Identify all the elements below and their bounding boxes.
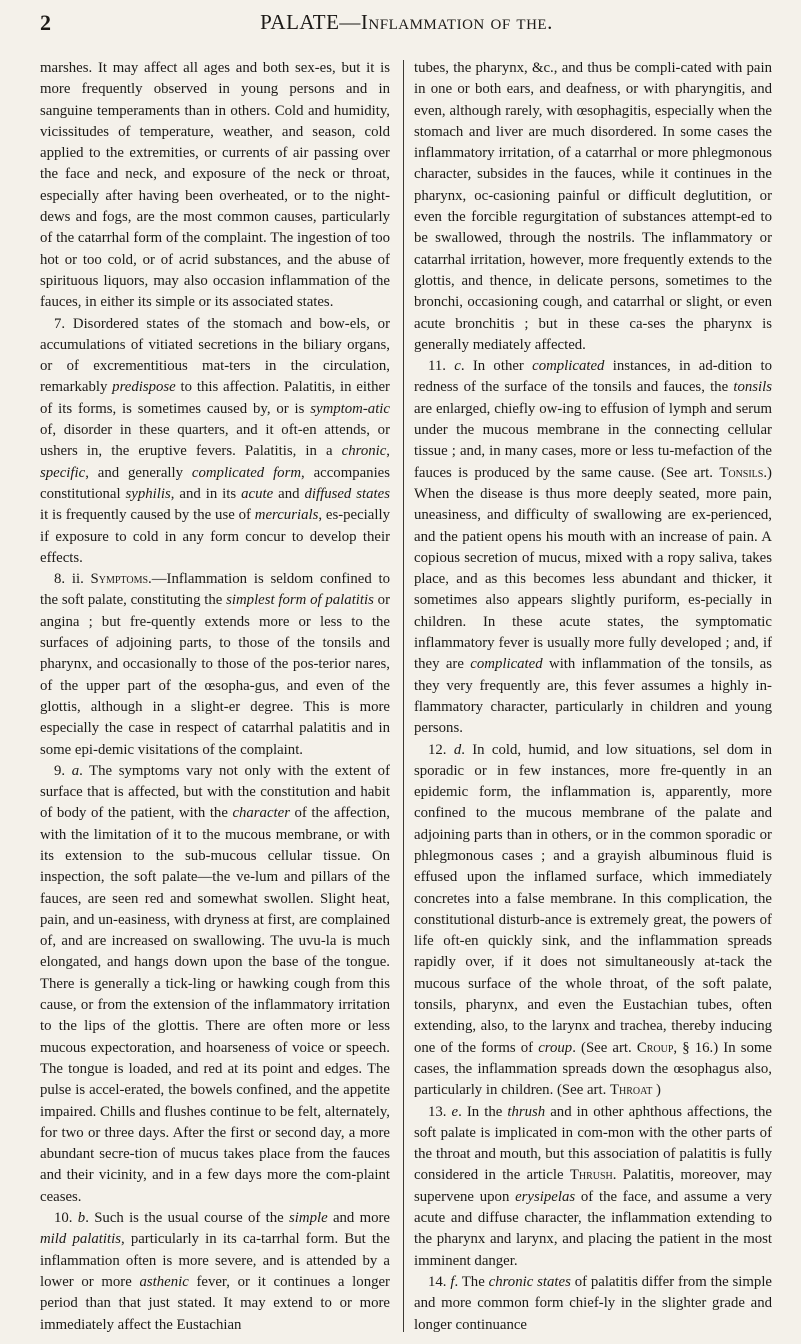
paragraph-r2: 11. c. In other complicated instances, in ad-dition to redness of the surface of the tonsils and fauces, the tonsils are enlarged, chiefly ow-ing to effusion of lymph and serum under the mucous membrane in the connecting cellular tissue ; and, in many cases, more or less tu-mefaction of the fauces is produced by the same cause. (See art. Tonsils.) When the disease is thus more deeply seated, more pain, uneasiness, and difficulty of swallowing are ex-perienced, and the patient opens his mouth with an increase of pain. A copious secretion of mucus, mixed with a ropy saliva, takes place, and as this becomes less abundant and thicker, it sometimes also appears slightly puriform, es-pecially in children. In these acute states, the symptomatic inflammatory fever is usually more fully developed ; and, if they are complicated with inflammation of the tonsils, as they very frequently are, this fever assumes a highly in-flammatory character, particularly in children and young persons. [414, 358, 772, 737]
paragraph-l1: marshes. It may affect all ages and both sex-es, but it is more frequently observed in young persons and in sanguine temperaments than in others. Cold and humidity, vicissitudes of temperature, weather, and season, cold applied to the extremities, or currents of air passing over the face and neck, and exposure of the neck or throat, especially after having been overheated, or to the night-dews and fogs, are the most common causes, particularly of the catarrhal form of the complaint. The ingestion of too hot or too cold, or of acrid substances, and the abuse of spirituous liquors, may also occasion inflammation of the fauces, in either its simple or its associated states. [40, 60, 390, 311]
running-title-sub: Inflammation of the. [360, 10, 553, 34]
paragraph-l4: 9. a. The symptoms vary not only with the extent of surface that is affected, but with the constitution and habit of body of the patient, with the character of the affection, with the limitation of it to the mucous membrane, or with its extension to the sub-mucous cellular tissue. On inspection, the soft palate—the ve-lum and pillars of the fauces, are seen red and somewhat swollen. Slight heat, pain, and un-easiness, with dryness at first, are complained of, and are increased on swallowing. The uvu-la is much elongated, and hangs down upon the base of the tongue. There is generally a tick-ling or hawking cough from this cause, or from the extension of the inflammatory irritation to the lips of the glottis. There are often more or less mucous expectoration, and hoarseness of voice or speech. The tongue is loaded, and red at its point and edges. The pulse is accel-erated, the bowels confined, and the appetite impaired. Chills and flushes continue to be felt, alternately, for two or three days. After the first or second day, a more abundant secre-tion of mucus takes place from the fauces and their vicinity, and in a few days more the com-plaint ceases. [40, 762, 390, 1205]
right-text-column [414, 58, 772, 1334]
left-text-column [40, 58, 390, 1334]
running-header [40, 6, 773, 46]
paragraph-r3: 12. d. In cold, humid, and low situations, sel dom in sporadic or in few instances, more fre-quently in an epidemic form, the inflammation is, apparently, more confined to the mucous membrane of the palate and adjoining parts than in others, or in the common sporadic or phlegmonous cases ; and a grayish albuminous fluid is effused upon the inflamed surface, which immediately concretes into a false membrane. In this complication, the constitutional disturb-ance is extremely great, the powers of life oft-en quickly sink, and the inflammation spreads rapidly over, if it does not simultaneously at-tack the mucous surface of the whole throat, of the soft palate, tonsils, pharynx, and even the Eustachian tubes, often extending, also, to the larynx and trachea, thereby inducing one of the forms of croup. (See art. Croup, § 16.) In some cases, the inflammation spreads down the œsophagus also, particularly in children. (See art. Throat ) [414, 741, 772, 1099]
running-title [40, 10, 773, 35]
paragraph-l3: 8. ii. Symptoms.—Inflammation is seldom confined to the soft palate, constituting the simplest form of palatitis or angina ; but fre-quently extends more or less to the surfaces of adjoining parts, to those of the tonsils and pharynx, and occasionally to those of the pos-terior nares, of the upper part of the œsopha-gus, and even of the glottis, although in a slight-er degree. This is more especially the case in respect of catarrhal palatitis and in some epi-demic visitations of the complaint. [40, 571, 390, 758]
paragraph-l5: 10. b. Such is the usual course of the simple and more mild palatitis, particularly in its ca-tarrhal form. But the inflammation often is more severe, and is attended by a lower or more asthenic fever, or it continues a longer period than that just stated. It may extend to or more immediately affect the Eustachian [40, 1210, 390, 1333]
column-divider [403, 60, 404, 1332]
paragraph-r4: 13. e. In the thrush and in other aphthous affections, the soft palate is implicated in com-mon with the other parts of the throat and mouth, but this association of palatitis is fully considered in the article Thrush. Palatitis, moreover, may supervene upon erysipelas of the face, and assume a very acute and diffuse character, the inflammation extending to the pharynx and larynx, and placing the patient in the most imminent danger. [414, 1103, 772, 1269]
paragraph-r5: 14. f. The chronic states of palatitis differ from the simple and more common form chief-ly in the slighter grade and longer continuance [414, 1273, 772, 1333]
running-title-main: PALATE— [260, 10, 361, 34]
paragraph-r1: tubes, the pharynx, &c., and thus be compli-cated with pain in one or both ears, and deafness, or with pharyngitis, and even, although rarely, with œsophagitis, especially when the stomach and liver are much disordered. In some cases the inflammatory irritation, of a catarrhal or more phlegmonous character, subsides in the fauces, while it continues in the pharynx, oc-casioning painful or difficult deglutition, or even the forcible regurgitation of substances attempt-ed to be swallowed, through the nostrils. The inflammatory or catarrhal irritation, however, more frequently extends to the glottis, and thence, in delicate persons, sometimes to the bronchi, occasioning cough, and catarrhal or slight, or even acute bronchitis ; but in these ca-ses the pharynx is generally mediately affected. [414, 60, 772, 353]
page-number: 2 [40, 10, 51, 35]
paragraph-l2: 7. Disordered states of the stomach and bow-els, or accumulations of vitiated secretions in the biliary organs, or of excrementitious mat-ters in the circulation, remarkably predispose to this affection. Palatitis, in either of its forms, is sometimes caused by, or is symptom-atic of, disorder in these quarters, and it oft-en attends, or ushers in, the eruptive fevers. Palatitis, in a chronic, specific, and generally complicated form, accompanies constitutional syphilis, and in its acute and diffused states it is frequently caused by the use of mercurials, es-pecially if exposure to cold in any form concur to develop their effects. [40, 315, 390, 566]
